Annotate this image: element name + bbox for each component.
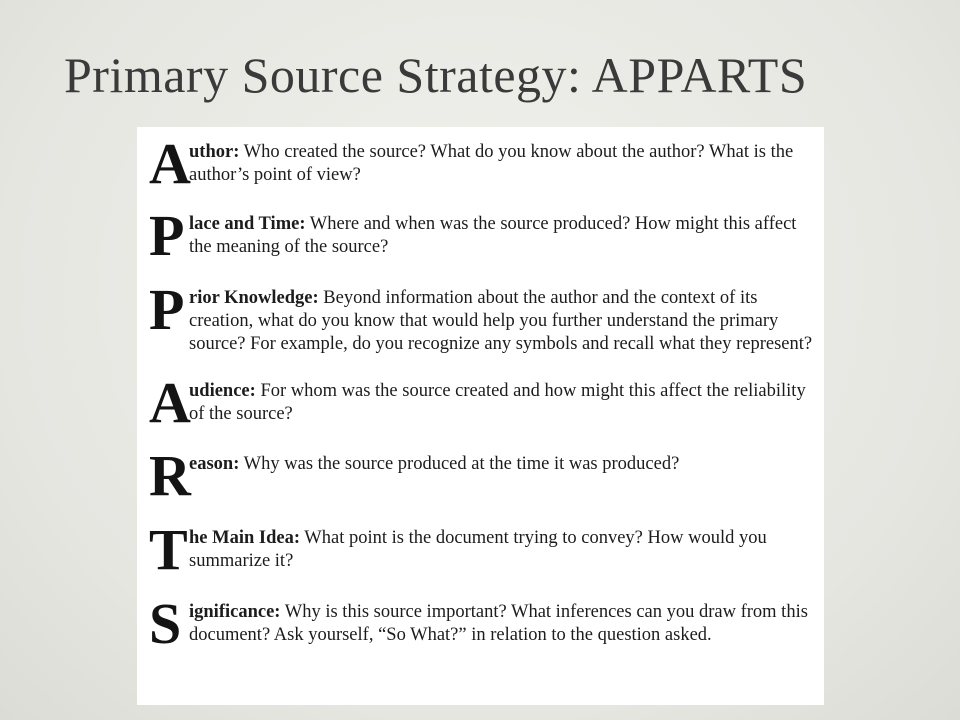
entry-text	[189, 211, 814, 259]
entry-initial: A	[149, 370, 191, 435]
entry-description: Where and when was the source produced? How might this affect the meaning of the source?	[189, 214, 797, 257]
entry-reason	[149, 443, 814, 508]
entry-description: Who created the source? What do you know about the author? What is the author’s point of view?	[189, 142, 794, 185]
entry-initial: P	[149, 277, 185, 342]
entry-initial: A	[149, 131, 191, 196]
entry-main-idea	[149, 517, 814, 582]
entry-text	[189, 599, 814, 647]
entry-description: Why was the source produced at the time it was produced?	[243, 454, 680, 474]
entry-term: eason:	[189, 454, 240, 474]
entry-prior-knowledge	[149, 277, 814, 356]
entry-initial: R	[149, 443, 191, 508]
entry-significance	[149, 591, 814, 656]
entry-term: he Main Idea:	[189, 528, 300, 548]
entry-description: Why is this source important? What inferences can you draw from this document? Ask yourself, “So What?” in relation to the question asked.	[189, 602, 808, 645]
entry-text	[189, 378, 814, 426]
entry-initial: P	[149, 203, 185, 268]
entry-text	[189, 451, 814, 476]
entry-place-and-time	[149, 203, 814, 268]
entry-description: For whom was the source created and how might this affect the reliability of the source?	[189, 381, 806, 424]
entry-author	[149, 131, 814, 196]
apparts-card	[137, 127, 824, 705]
entry-text	[189, 139, 814, 187]
entry-audience	[149, 370, 814, 435]
entry-text	[189, 525, 814, 573]
entry-term: udience:	[189, 381, 256, 401]
entry-description: Beyond information about the author and the context of its creation, what do you know that would help you further understand the primary source? For example, do you recognize any symbols and recall what they represent?	[189, 288, 813, 354]
entry-description: What point is the document trying to convey? How would you summarize it?	[189, 528, 767, 571]
entry-term: uthor:	[189, 142, 240, 162]
entry-initial: S	[149, 591, 182, 656]
entry-initial: T	[149, 517, 188, 582]
entry-term: rior Knowledge:	[189, 288, 319, 308]
entry-text	[189, 285, 814, 356]
slide-title: Primary Source Strategy: APPARTS	[64, 47, 808, 103]
entry-term: lace and Time:	[189, 214, 306, 234]
entry-term: ignificance:	[189, 602, 281, 622]
